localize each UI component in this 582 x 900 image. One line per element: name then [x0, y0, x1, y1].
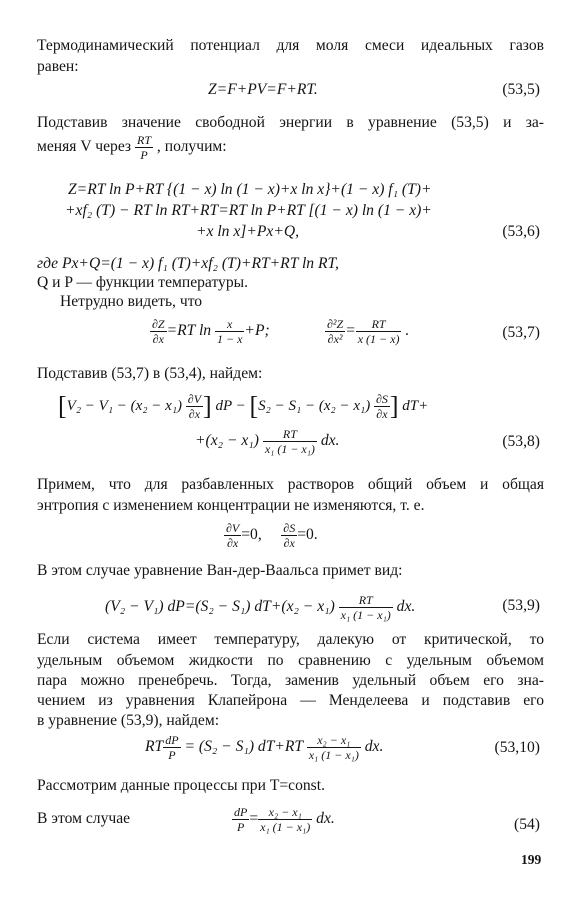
equation-number: (54)	[514, 816, 540, 833]
fraction: $\frac{RT}{x (1 - x)}$	[357, 317, 400, 346]
equation: (V₂ − V₁) dP=(S₂ − S₁) dT+(x₂ − x₁) $\frac{RT}{\text{x₁ (1 − x₁)}}$ dx.	[105, 593, 416, 622]
equation-line: +(x₂ − x₁) $\frac{RT}{\text{x₁ (1 − x₁)}}$ dx.	[195, 427, 340, 456]
fraction: $\frac{\text{∂²Z}}{\text{∂x²}}$	[327, 317, 344, 346]
paragraph-line: где Px+Q=(1 − x) f₁ (T)+xf₂ (T)+RT+RT ln RT,	[37, 255, 339, 272]
paragraph-line: в уравнение (53,9), найдем:	[37, 712, 220, 729]
paragraph-line: энтропия с изменением концентрации не изменяются, т. е.	[37, 497, 425, 514]
paragraph-line	[37, 134, 227, 161]
paragraph-line: Рассмотрим данные процессы при T=const.	[37, 777, 325, 794]
equation: $\frac{\partial V}{\partial x}$ =0, $\frac{\partial S}{\partial x}$ =0.	[226, 521, 318, 550]
equation: RT $\frac{dP}{P}$ = (S₂ − S₁) dT+RT $\frac{\text{x₂ − x₁}}{\text{x₁ (1 − x₁)}}$ dx.	[145, 733, 384, 762]
equation: $\frac{\text{∂²Z}}{\text{∂x²}}$ = $\frac{RT}{x (1 - x)}$ .	[327, 317, 410, 346]
fraction: $\frac{RT}{P}$	[137, 133, 152, 162]
equation-number: (53,7)	[502, 324, 540, 341]
page-number: 199	[521, 852, 542, 867]
fraction: $\frac{x}{1 - x}$	[216, 317, 243, 346]
equation: $\frac{\partial Z}{\partial x}$ =RT ln $\frac{x}{1 - x}$ +P;	[152, 317, 270, 346]
paragraph-line: Подставив значение свободной энергии в уравнение (53,5) и за-	[37, 114, 544, 131]
paragraph-text: меняя V через	[37, 138, 132, 156]
equation-line: +xf₂ (T) − RT ln RT+RT=RT ln P+RT [(1 − x) ln (1 − x)+	[65, 202, 432, 219]
equation-number: (53,8)	[502, 433, 540, 450]
paragraph-text: , получим:	[156, 138, 227, 156]
fraction: $\frac{\partial Z}{\partial x}$	[152, 317, 165, 346]
paragraph-line: Подставив (53,7) в (53,4), найдем:	[37, 365, 263, 382]
equation-number: (53,5)	[502, 81, 540, 98]
equation-line: [V₂ − V₁ − (x₂ − x₁) $\frac{\partial V}{\partial x}$ ] dP − [S₂ − S₁ − (x₂ − x₁) $\frac{\partial S}{\partial x}$ ] dT+	[58, 391, 429, 421]
equation-number: (53,10)	[494, 739, 540, 756]
paragraph-line: чением из уравнения Клапейрона — Менделеева и подставив его	[37, 692, 544, 709]
paragraph-line: Если система имеет температуру, далекую от критической, то	[37, 631, 544, 648]
paragraph-line: Термодинамический потенциал для моля смеси идеальных газов	[37, 37, 544, 54]
paragraph-line: удельным объемом жидкости по сравнению с удельным объемом	[37, 652, 544, 669]
paragraph-line: Нетрудно видеть, что	[60, 293, 203, 310]
paragraph-line: Q и P — функции температуры.	[37, 274, 249, 291]
equation-line: Z=RT ln P+RT {(1 − x) ln (1 − x)+x ln x}+(1 − x) f₁ (T)+	[68, 181, 432, 198]
paragraph-line: равен:	[37, 58, 79, 75]
paragraph-line: Примем, что для разбавленных растворов общий объем и общая	[37, 476, 544, 493]
equation-number: (53,6)	[502, 223, 540, 240]
equation-number: (53,9)	[502, 597, 540, 614]
paragraph-line: пара можно пренебречь. Тогда, заменив удельный объем его зна-	[37, 672, 544, 689]
equation-line: +x ln x]+Px+Q,	[196, 223, 300, 240]
paragraph-line: В этом случае	[37, 810, 131, 827]
equation: $\frac{dP}{P}$ = $\frac{\text{x₂ − x₁}}{\text{x₁ (1 − x₁)}}$ dx.	[234, 805, 335, 834]
equation: Z=F+PV=F+RT.	[208, 81, 318, 98]
paragraph-line: В этом случае уравнение Ван-дер-Ваальса примет вид:	[37, 562, 403, 579]
